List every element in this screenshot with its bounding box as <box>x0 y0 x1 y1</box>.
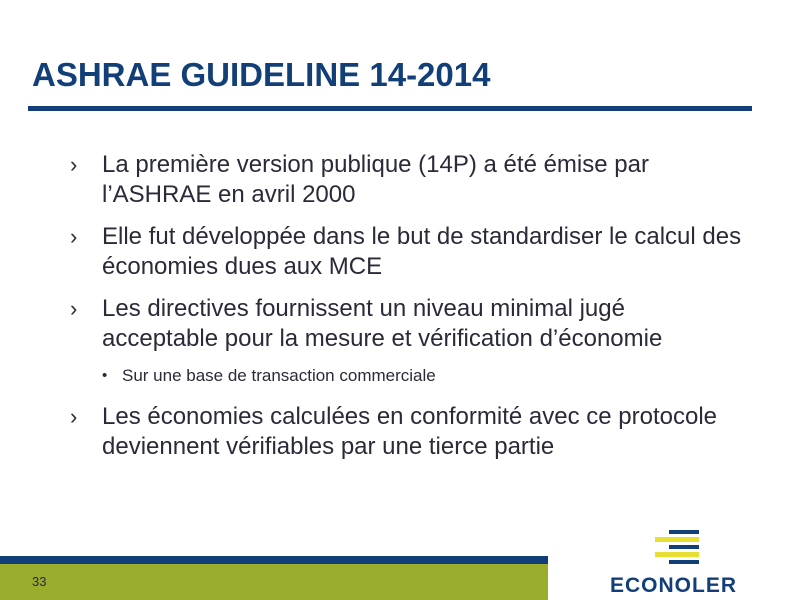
dot-icon: • <box>102 367 108 384</box>
chevron-right-icon: › <box>70 152 78 177</box>
footer-green-band <box>0 564 548 600</box>
bullet-text: La première version publique (14P) a été émise par l’ASHRAE en avril 2000 <box>102 151 649 208</box>
bullet-text: Elle fut développée dans le but de standardiser le calcul des économies dues aux MCE <box>102 223 742 280</box>
chevron-right-icon: › <box>70 224 78 249</box>
bullet-item <box>64 150 744 210</box>
footer-blue-band <box>0 556 548 564</box>
bullet-item <box>64 222 744 282</box>
chevron-right-icon: › <box>70 404 78 429</box>
bullet-item <box>64 402 744 462</box>
page-number: 33 <box>32 574 47 589</box>
slide-title: ASHRAE GUIDELINE 14-2014 <box>32 56 491 93</box>
title-underline <box>28 106 752 111</box>
econoler-logo-text: ECONOLER <box>610 574 738 597</box>
sub-bullet-text: Sur une base de transaction commerciale <box>122 366 436 385</box>
bullet-item <box>64 294 744 354</box>
sub-bullet-item <box>64 364 744 388</box>
bullet-text: Les directives fournissent un niveau minimal jugé acceptable pour la mesure et vérification d’économie <box>102 295 663 352</box>
bullet-list <box>64 150 744 474</box>
chevron-right-icon: › <box>70 296 78 321</box>
bullet-text: Les économies calculées en conformité avec ce protocole deviennent vérifiables par une tierce partie <box>102 403 717 460</box>
econoler-logo-icon <box>655 530 699 570</box>
